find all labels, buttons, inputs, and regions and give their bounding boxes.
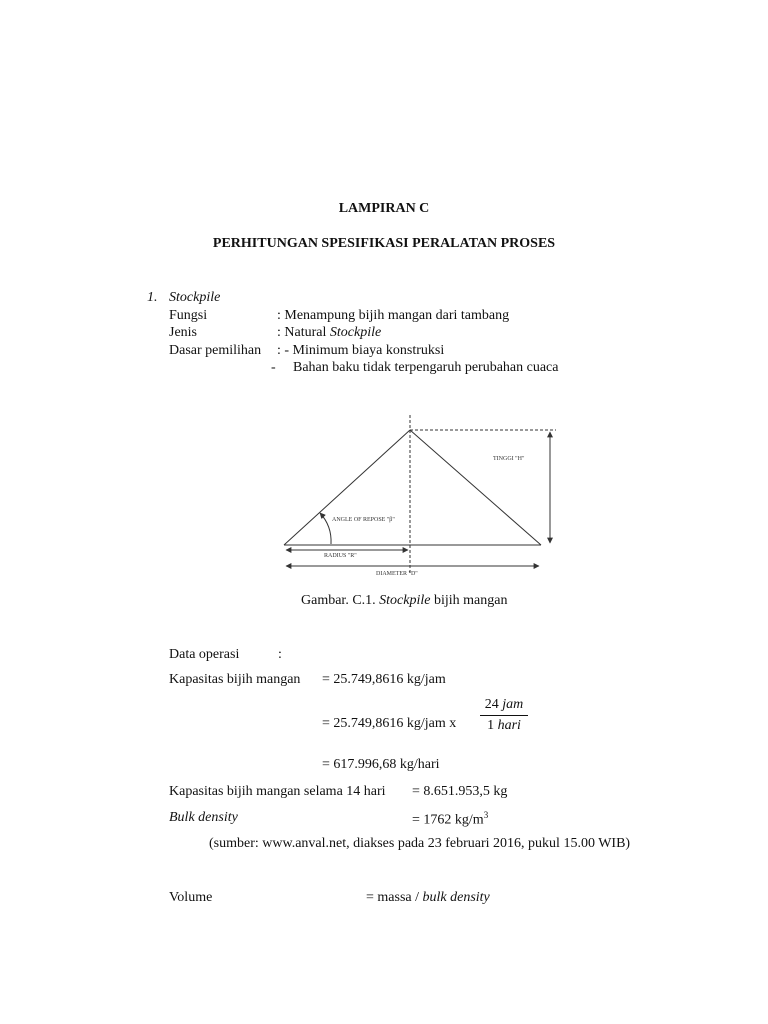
data-operasi-label: Data operasi — [169, 647, 240, 662]
dasar-value-2: Bahan baku tidak terpengaruh perubahan cuaca — [293, 360, 559, 375]
fraction-denominator — [480, 718, 528, 734]
jenis-value — [277, 325, 381, 341]
page-subtitle: PERHITUNGAN SPESIFIKASI PERALATAN PROSES — [212, 236, 556, 251]
caption-italic: Stockpile — [379, 593, 431, 608]
volume-prefix: = massa / — [366, 890, 423, 905]
jenis-italic: Stockpile — [329, 325, 382, 340]
caption-suffix: bijih mangan — [430, 593, 508, 608]
page-title: LAMPIRAN C — [338, 201, 430, 216]
kapasitas-value: = 25.749,8616 kg/jam — [322, 672, 446, 687]
dasar-dash: - — [271, 360, 276, 375]
num-unit: jam — [502, 697, 524, 712]
pile-right-slope — [410, 430, 541, 545]
fungsi-value: : Menampung bijih mangan dari tambang — [277, 308, 510, 323]
kapasitas-label: Kapasitas bijih mangan — [169, 672, 301, 687]
stockpile-diagram — [276, 410, 566, 585]
bulk-superscript: 3 — [483, 810, 489, 820]
jenis-label: Jenis — [169, 325, 197, 340]
label-diameter: DIAMETER "D" — [376, 571, 418, 577]
kapasitas-14-label: Kapasitas bijih mangan selama 14 hari — [169, 784, 386, 799]
section-name: Stockpile — [169, 290, 221, 305]
den-value: 1 — [487, 718, 498, 733]
jenis-prefix: : Natural — [277, 325, 330, 340]
caption-prefix: Gambar. C.1. — [301, 593, 380, 608]
data-operasi-colon: : — [278, 647, 282, 662]
bulk-density-value — [412, 810, 488, 829]
fraction-bar — [480, 715, 528, 716]
bulk-density-label: Bulk density — [169, 810, 238, 825]
label-radius: RADIUS "R" — [324, 553, 357, 559]
fraction-numerator — [480, 697, 528, 713]
pile-left-slope — [284, 430, 410, 545]
volume-label: Volume — [169, 890, 213, 905]
bulk-value-text: = 1762 kg/m — [412, 812, 484, 828]
source-note: (sumber: www.anval.net, diakses pada 23 februari 2016, pukul 15.00 WIB) — [209, 836, 631, 851]
dasar-value-1: : - Minimum biaya konstruksi — [277, 343, 445, 358]
label-angle: ANGLE OF REPOSE "β" — [332, 517, 395, 523]
angle-arc — [320, 513, 331, 544]
volume-value — [366, 890, 490, 906]
fungsi-label: Fungsi — [169, 308, 208, 323]
kapasitas-14-value: = 8.651.953,5 kg — [412, 784, 508, 799]
figure-caption — [301, 593, 507, 609]
kapasitas-value-3: = 617.996,68 kg/hari — [322, 757, 440, 772]
volume-italic: bulk density — [422, 890, 490, 905]
section-number: 1. — [147, 290, 158, 305]
label-tinggi: TINGGI "H" — [493, 456, 525, 462]
dasar-label: Dasar pemilihan — [169, 343, 262, 358]
den-unit: hari — [497, 718, 521, 733]
conversion-fraction — [480, 697, 528, 734]
kapasitas-value-2: = 25.749,8616 kg/jam x — [322, 716, 457, 731]
num-value: 24 — [484, 697, 503, 712]
